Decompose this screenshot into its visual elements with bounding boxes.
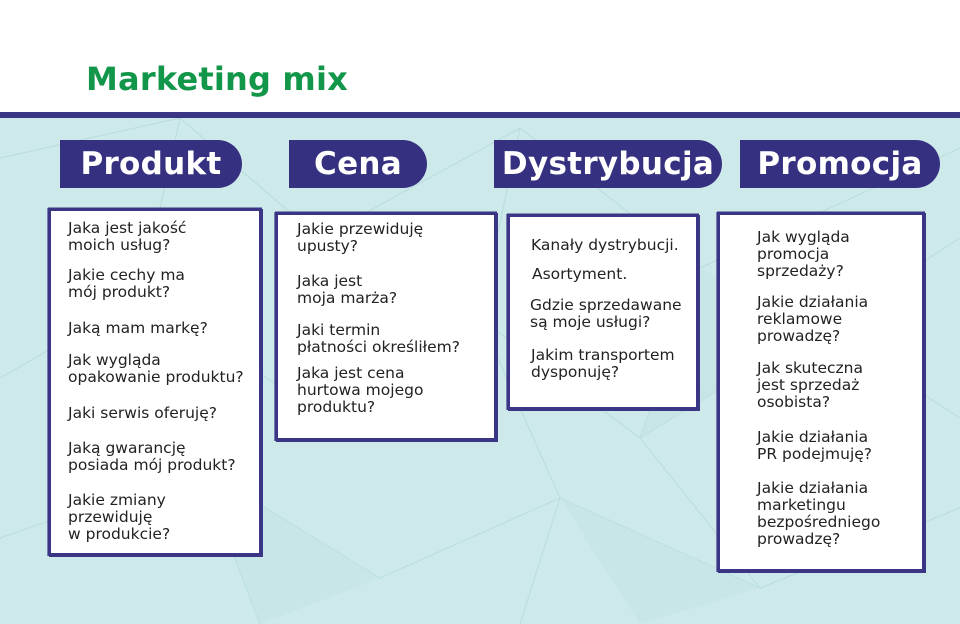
list-item: Kanały dystrybucji.: [531, 236, 679, 254]
list-item: Jak wygląda opakowanie produktu?: [68, 351, 244, 386]
header-produkt: Produkt: [60, 140, 242, 188]
list-item: Jakie działania PR podejmuję?: [757, 428, 873, 463]
header-dystrybucja: Dystrybucja: [494, 140, 722, 188]
header-promocja: Promocja: [740, 140, 940, 188]
list-item: Jaki termin płatności określiłem?: [297, 321, 460, 356]
list-item: Jakie przewiduję upusty?: [297, 220, 424, 255]
list-item: Jaka jest jakość moich usług?: [68, 219, 187, 254]
list-item: Jakie działania marketingu bezpośredniego prowadzę?: [757, 479, 881, 548]
list-item: Jaki serwis oferuję?: [68, 404, 217, 422]
page-title: Marketing mix: [86, 60, 348, 98]
list-item: Jaką gwarancję posiada mój produkt?: [68, 439, 236, 474]
list-item: Jaką mam markę?: [68, 319, 208, 337]
list-item: Asortyment.: [532, 265, 628, 283]
card-dystrybucja: [507, 214, 699, 410]
list-item: Gdzie sprzedawane są moje usługi?: [530, 296, 682, 331]
list-item: Jaka jest cena hurtowa mojego produktu?: [297, 364, 424, 416]
card-produkt: [48, 208, 262, 556]
list-item: Jak wygląda promocja sprzedaży?: [757, 228, 850, 280]
list-item: Jaka jest moja marża?: [297, 272, 398, 307]
list-item: Jakie cechy ma mój produkt?: [68, 266, 185, 301]
header-cena: Cena: [289, 140, 427, 188]
list-item: Jak skuteczna jest sprzedaż osobista?: [757, 359, 863, 411]
card-cena: [275, 212, 497, 441]
card-promocja: [717, 212, 925, 572]
list-item: Jakim transportem dysponuję?: [531, 346, 675, 381]
list-item: Jakie działania reklamowe prowadzę?: [757, 293, 869, 345]
list-item: Jakie zmiany przewiduję w produkcie?: [68, 491, 171, 543]
